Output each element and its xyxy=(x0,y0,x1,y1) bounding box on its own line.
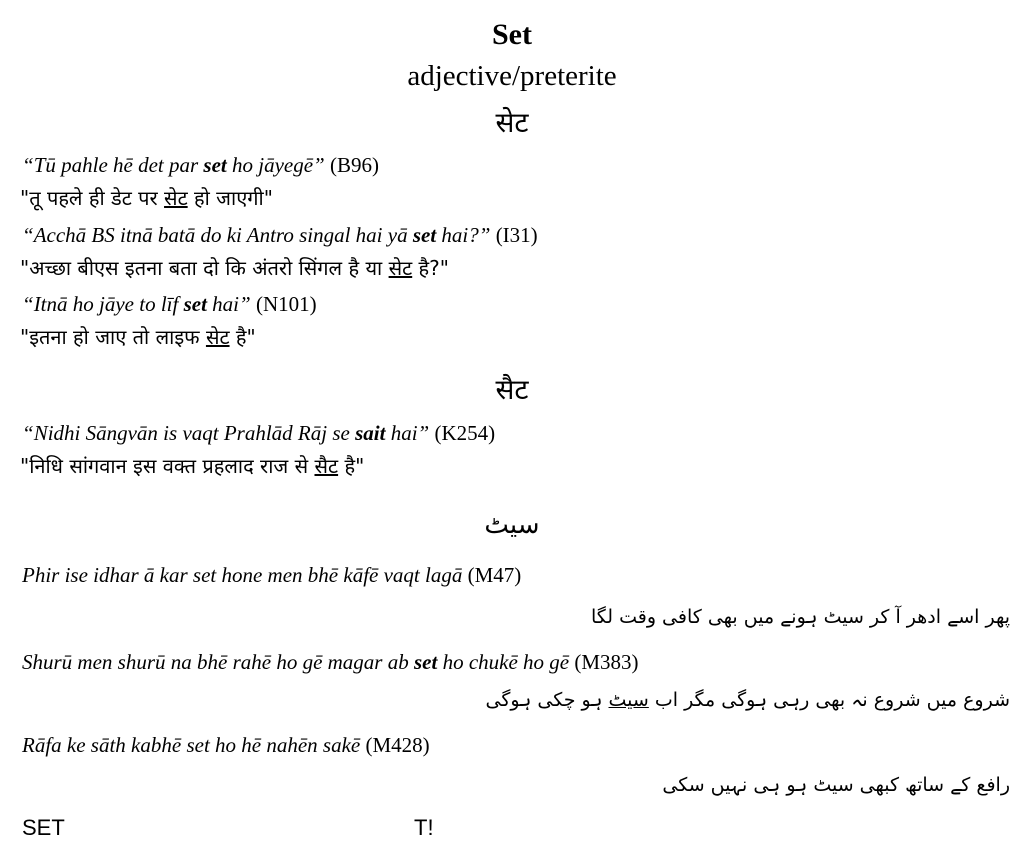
headword: Set xyxy=(492,18,532,51)
highlighted-term: सेट xyxy=(205,325,230,349)
example-urdu: رافع کے ساتھ کبھی سیٹ ہو ہی نہیں سکی xyxy=(662,774,1010,796)
example-reference: (M383) xyxy=(574,650,639,674)
example-translit: “Acchā BS itnā batā do ki Antro singal hai yā set hai?” (I31) xyxy=(22,223,538,247)
example-reference: (B96) xyxy=(329,153,379,177)
footer-right-label: T! xyxy=(414,815,434,840)
highlighted-term: सेट xyxy=(164,186,188,210)
section-heading-urdu: سیٹ xyxy=(484,510,540,540)
example-devanagari: "तू पहले ही डेट पर सेट हो जाएगी" xyxy=(20,186,273,210)
footer-left-label: SET xyxy=(22,815,65,840)
example-devanagari: "अच्छा बीएस इतना बता दो कि अंतरो सिंगल है या सेट है?" xyxy=(20,256,449,280)
example-reference: (M47) xyxy=(467,563,522,587)
example-translit: “Tū pahle hē det par set ho jāyegē” (B96) xyxy=(22,153,379,177)
example-translit: “Nidhi Sāngvān is vaqt Prahlād Rāj se sait hai” (K254) xyxy=(22,421,496,445)
section-heading-hindi-1: सेट xyxy=(495,106,529,139)
part-of-speech: adjective/preterite xyxy=(407,60,617,92)
example-devanagari: "निधि सांगवान इस वक्त प्रहलाद राज से सैट है" xyxy=(20,454,365,478)
example-reference: (N101) xyxy=(255,292,317,316)
example-reference: (I31) xyxy=(495,223,538,247)
highlighted-term: सैट xyxy=(314,454,339,478)
example-reference: (K254) xyxy=(434,421,496,445)
example-devanagari: "इतना हो जाए तो लाइफ सेट है" xyxy=(20,325,256,349)
example-urdu: پھر اسے ادھر آ کر سیٹ ہونے میں بھی کافی وقت لگا xyxy=(590,606,1010,628)
example-urdu: شروع میں شروع نہ بھی رہی ہوگی مگر اب سیٹ ہو چکی ہوگی xyxy=(485,689,1010,711)
example-translit: Phir ise idhar ā kar set hone men bhē kāfē vaqt lagā (M47) xyxy=(22,563,522,587)
example-translit: “Itnā ho jāye to līf set hai” (N101) xyxy=(22,292,317,316)
example-translit: Shurū men shurū na bhē rahē ho gē magar ab set ho chukē ho gē (M383) xyxy=(22,650,639,674)
example-translit: Rāfa ke sāth kabhē set ho hē nahēn sakē (M428) xyxy=(22,733,430,757)
section-heading-hindi-2: सैट xyxy=(495,373,529,406)
example-reference: (M428) xyxy=(365,733,430,757)
highlighted-term: सेट xyxy=(388,256,413,280)
highlighted-term: سیٹ xyxy=(608,689,649,711)
